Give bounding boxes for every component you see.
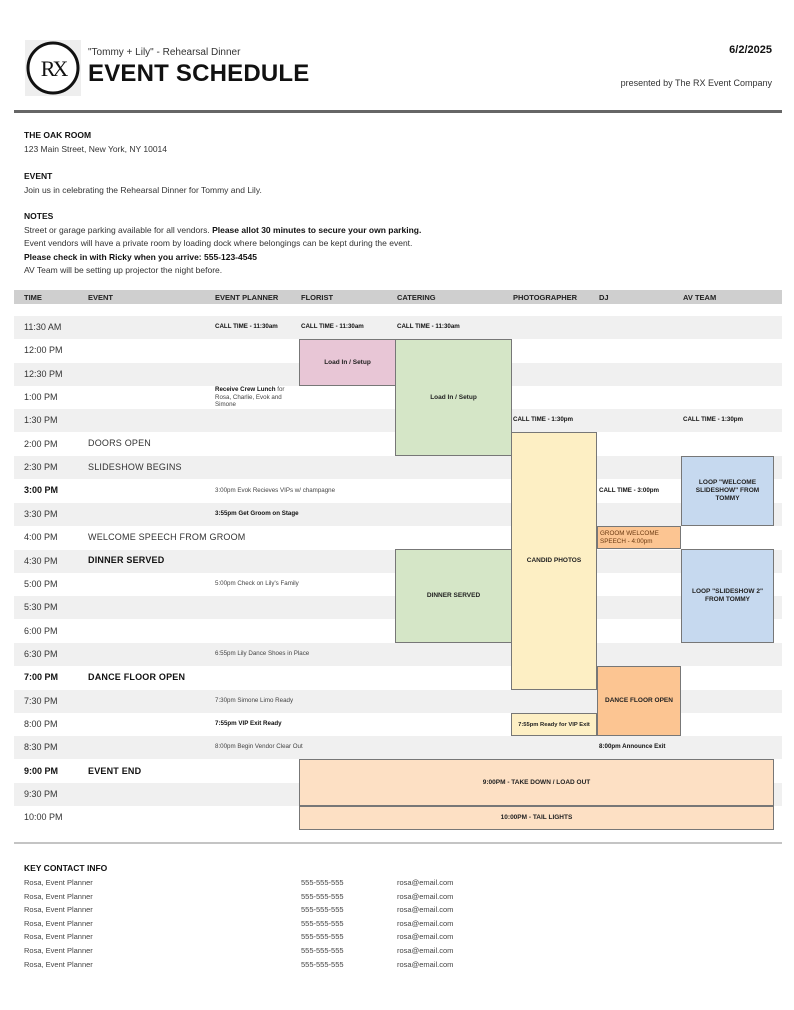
- dj-call-time: CALL TIME - 3:00pm: [599, 487, 660, 494]
- time-label: 1:00 PM: [24, 392, 58, 402]
- crew-lunch-line-3: Simone: [215, 401, 236, 408]
- event-end: EVENT END: [88, 766, 142, 776]
- contact-email: rosa@email.com: [397, 905, 454, 914]
- schedule-row: [14, 479, 782, 502]
- event-doors-open: DOORS OPEN: [88, 438, 152, 448]
- footer-divider: [14, 842, 782, 844]
- contact-email: rosa@email.com: [397, 919, 454, 928]
- venue-section: [24, 129, 167, 156]
- time-label: 10:00 PM: [24, 812, 63, 822]
- crew-lunch-bold: Receive Crew Lunch: [215, 386, 276, 393]
- contact-phone: 555-555-555: [301, 960, 344, 969]
- col-event: EVENT: [88, 293, 114, 302]
- contact-name: Rosa, Event Planner: [24, 946, 93, 955]
- crew-lunch-rest: for: [275, 386, 285, 393]
- notes-line-2: Event vendors will have a private room by loading dock where belongings can be kept during the event.: [24, 238, 413, 248]
- contact-email: rosa@email.com: [397, 960, 454, 969]
- planner-vendor-clear: 8:00pm Begin Vendor Clear Out: [215, 743, 303, 750]
- schedule-row: [14, 736, 782, 759]
- col-av-team: AV TEAM: [683, 293, 717, 302]
- company-logo: [25, 40, 81, 96]
- notes-section: [24, 210, 421, 278]
- planner-limo: 7:30pm Simone Limo Ready: [215, 697, 294, 704]
- time-label: 9:00 PM: [24, 766, 59, 776]
- planner-dance-shoes: 6:55pm Lily Dance Shoes in Place: [215, 650, 310, 657]
- contact-name: Rosa, Event Planner: [24, 905, 93, 914]
- contact-name: Rosa, Event Planner: [24, 960, 93, 969]
- schedule-row: [14, 503, 782, 526]
- time-label: 5:00 PM: [24, 579, 58, 589]
- event-subtitle: "Tommy + Lily" - Rehearsal Dinner: [88, 47, 241, 58]
- catering-load-in-block: Load In / Setup: [395, 339, 512, 456]
- notes-line-1: [24, 224, 421, 238]
- time-label: 8:00 PM: [24, 719, 58, 729]
- time-label: 4:00 PM: [24, 532, 58, 542]
- time-label: 5:30 PM: [24, 602, 58, 612]
- notes-parking-bold: Please allot 30 minutes to secure your own parking.: [212, 224, 422, 235]
- contact-email: rosa@email.com: [397, 892, 454, 901]
- contact-name: Rosa, Event Planner: [24, 892, 93, 901]
- time-label: 1:30 PM: [24, 415, 58, 425]
- planner-vips: 3:00pm Evok Recieves VIPs w/ champagne: [215, 487, 336, 494]
- dj-announce-exit: 8:00pm Announce Exit: [599, 743, 666, 750]
- contact-name: Rosa, Event Planner: [24, 878, 93, 887]
- catering-call-time: CALL TIME - 11:30am: [397, 323, 460, 330]
- col-dj: DJ: [599, 293, 609, 302]
- time-label: 7:00 PM: [24, 672, 59, 682]
- time-label: 12:30 PM: [24, 369, 63, 379]
- notes-line-3: Please check in with Ricky when you arrive: 555-123-4545: [24, 251, 257, 262]
- time-label: 7:30 PM: [24, 696, 58, 706]
- catering-dinner-block: DINNER SERVED: [395, 549, 512, 643]
- page-title: EVENT SCHEDULE: [88, 60, 310, 87]
- time-label: 9:30 PM: [24, 789, 58, 799]
- dj-groom-speech-block: GROOM WELCOME SPEECH - 4:00pm: [597, 526, 681, 549]
- contact-phone: 555-555-555: [301, 932, 344, 941]
- planner-groom-stage: 3:55pm Get Groom on Stage: [215, 510, 299, 517]
- venue-heading: THE OAK ROOM: [24, 130, 92, 140]
- dj-dance-floor-block: DANCE FLOOR OPEN: [597, 666, 681, 736]
- contact-email: rosa@email.com: [397, 878, 454, 887]
- time-label: 6:00 PM: [24, 626, 58, 636]
- col-event-planner: EVENT PLANNER: [215, 293, 279, 302]
- event-date: 6/2/2025: [729, 44, 772, 56]
- contact-name: Rosa, Event Planner: [24, 919, 93, 928]
- col-florist: FLORIST: [301, 293, 334, 302]
- contacts-heading: KEY CONTACT INFO: [24, 863, 108, 873]
- notes-parking-text: Street or garage parking available for all vendors.: [24, 224, 213, 235]
- contact-phone: 555-555-555: [301, 905, 344, 914]
- tail-lights-block: 10:00PM - TAIL LIGHTS: [299, 806, 774, 830]
- contact-email: rosa@email.com: [397, 946, 454, 955]
- planner-crew-lunch: [215, 386, 284, 409]
- event-description: Join us in celebrating the Rehearsal Dinner for Tommy and Lily.: [24, 184, 262, 195]
- schedule-row: [14, 643, 782, 666]
- time-label: 2:00 PM: [24, 439, 58, 449]
- event-dinner-served: DINNER SERVED: [88, 555, 165, 565]
- col-catering: CATERING: [397, 293, 436, 302]
- notes-heading: NOTES: [24, 211, 54, 221]
- contact-phone: 555-555-555: [301, 878, 344, 887]
- time-label: 6:30 PM: [24, 649, 58, 659]
- presented-by: presented by The RX Event Company: [620, 78, 772, 88]
- time-label: 11:30 AM: [24, 322, 62, 332]
- photographer-candid-block: CANDID PHOTOS: [511, 432, 597, 690]
- time-label: 8:30 PM: [24, 742, 58, 752]
- contact-phone: 555-555-555: [301, 919, 344, 928]
- event-slideshow: SLIDESHOW BEGINS: [88, 462, 182, 472]
- florist-call-time: CALL TIME - 11:30am: [301, 323, 364, 330]
- time-label: 12:00 PM: [24, 345, 63, 355]
- event-heading: EVENT: [24, 171, 53, 181]
- col-photographer: PHOTOGRAPHER: [513, 293, 578, 302]
- av-loop-welcome-block: LOOP "WELCOME SLIDESHOW" FROM TOMMY: [681, 456, 774, 526]
- notes-line-4: AV Team will be setting up projector the night before.: [24, 265, 223, 275]
- venue-address: 123 Main Street, New York, NY 10014: [24, 143, 168, 154]
- logo-text: RX: [40, 56, 66, 81]
- event-section: [24, 170, 262, 197]
- time-label: 3:00 PM: [24, 485, 59, 495]
- contact-email: rosa@email.com: [397, 932, 454, 941]
- time-label: 3:30 PM: [24, 509, 58, 519]
- event-welcome-speech: WELCOME SPEECH FROM GROOM: [88, 532, 246, 542]
- planner-check-lily: 5:00pm Check on Lily's Family: [215, 580, 299, 587]
- time-label: 2:30 PM: [24, 462, 58, 472]
- av-loop-slideshow2-block: LOOP "SLIDESHOW 2" FROM TOMMY: [681, 549, 774, 643]
- contact-phone: 555-555-555: [301, 892, 344, 901]
- contact-name: Rosa, Event Planner: [24, 932, 93, 941]
- planner-call-time: CALL TIME - 11:30am: [215, 323, 278, 330]
- event-dance-floor: DANCE FLOOR OPEN: [88, 672, 186, 682]
- header-divider: [14, 110, 782, 113]
- photographer-call-time: CALL TIME - 1:30pm: [513, 416, 574, 423]
- photographer-vip-exit-block: 7:55pm Ready for VIP Exit: [511, 713, 597, 736]
- crew-lunch-line-2: Rosa, Charlie, Evok and: [215, 393, 282, 401]
- takedown-block: 9:00PM - TAKE DOWN / LOAD OUT: [299, 759, 774, 806]
- time-label: 4:30 PM: [24, 556, 58, 566]
- contact-phone: 555-555-555: [301, 946, 344, 955]
- col-time: TIME: [24, 293, 42, 302]
- florist-load-in-block: Load In / Setup: [299, 339, 396, 386]
- planner-vip-exit: 7:55pm VIP Exit Ready: [215, 720, 282, 727]
- schedule-header-row: [14, 290, 782, 304]
- av-call-time: CALL TIME - 1:30pm: [683, 416, 744, 423]
